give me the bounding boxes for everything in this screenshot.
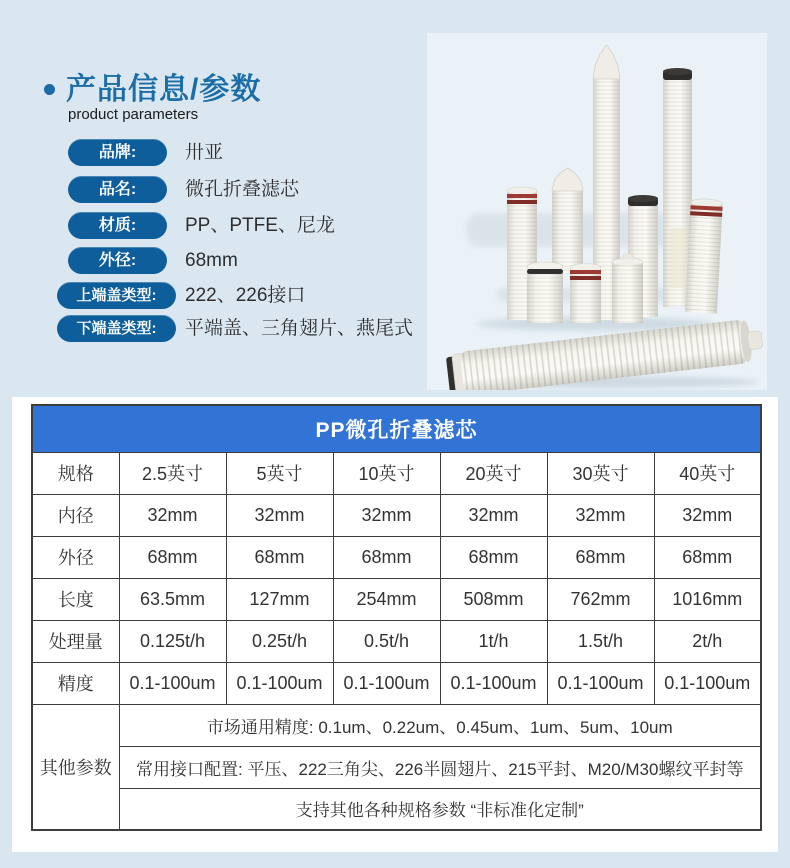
cell: 5英寸	[226, 452, 333, 494]
row-label: 规格	[32, 452, 119, 494]
param-value: 微孔折叠滤芯	[185, 179, 300, 200]
cell: 68mm	[226, 536, 333, 578]
row-label: 内径	[32, 494, 119, 536]
cell: 40英寸	[654, 452, 761, 494]
table-row-length	[32, 578, 761, 620]
cell: 0.1-100um	[333, 662, 440, 704]
cell: 508mm	[440, 578, 547, 620]
cell: 1.5t/h	[547, 620, 654, 662]
cell: 1t/h	[440, 620, 547, 662]
table-row-precision	[32, 662, 761, 704]
cell: 32mm	[226, 494, 333, 536]
cell: 32mm	[547, 494, 654, 536]
row-label: 外径	[32, 536, 119, 578]
cell: 762mm	[547, 578, 654, 620]
spec-panel	[12, 397, 778, 852]
table-row-inner-diameter	[32, 494, 761, 536]
param-label-pill: 上端盖类型:	[57, 282, 176, 309]
param-value: 卅亚	[185, 142, 224, 163]
cell: 68mm	[440, 536, 547, 578]
param-value: PP、PTFE、尼龙	[185, 215, 335, 236]
table-row-other-2	[32, 746, 761, 788]
cell: 32mm	[440, 494, 547, 536]
table-title: PP微孔折叠滤芯	[32, 405, 761, 452]
param-label-pill: 品牌:	[68, 139, 167, 166]
cell: 0.1-100um	[119, 662, 226, 704]
cell: 0.125t/h	[119, 620, 226, 662]
product-photo	[427, 33, 767, 390]
cell: 68mm	[654, 536, 761, 578]
product-info-section	[0, 0, 790, 397]
cell: 254mm	[333, 578, 440, 620]
cell: 68mm	[333, 536, 440, 578]
section-subtitle: product parameters	[68, 106, 199, 123]
cell-other-custom: 支持其他各种规格参数 “非标准化定制”	[119, 788, 761, 830]
cell: 10英寸	[333, 452, 440, 494]
cell: 0.1-100um	[226, 662, 333, 704]
cell: 32mm	[333, 494, 440, 536]
cell: 63.5mm	[119, 578, 226, 620]
filter-cartridges-illustration	[427, 33, 767, 390]
param-value: 222、226接口	[185, 285, 306, 306]
row-label-other: 其他参数	[32, 704, 119, 830]
cell-other-precision: 市场通用精度: 0.1um、0.22um、0.45um、1um、5um、10um	[119, 704, 761, 746]
param-row-product-name	[57, 176, 427, 204]
param-row-material	[57, 212, 427, 240]
cell: 20英寸	[440, 452, 547, 494]
table-row-other-1	[32, 704, 761, 746]
cell: 68mm	[119, 536, 226, 578]
bullet-icon	[44, 84, 55, 95]
cell: 0.1-100um	[440, 662, 547, 704]
table-row-outer-diameter	[32, 536, 761, 578]
cell: 68mm	[547, 536, 654, 578]
row-label: 精度	[32, 662, 119, 704]
cell: 2.5英寸	[119, 452, 226, 494]
param-label-pill: 材质:	[68, 212, 167, 239]
param-value: 平端盖、三角翅片、燕尾式	[185, 318, 414, 339]
cell: 0.5t/h	[333, 620, 440, 662]
param-row-brand	[57, 139, 427, 167]
param-row-bottom-cap-type	[57, 315, 427, 343]
cell: 1016mm	[654, 578, 761, 620]
param-row-top-cap-type	[57, 282, 427, 310]
table-row-throughput	[32, 620, 761, 662]
cell: 2t/h	[654, 620, 761, 662]
cell: 32mm	[119, 494, 226, 536]
cell: 127mm	[226, 578, 333, 620]
table-title-row	[32, 405, 761, 452]
cell: 30英寸	[547, 452, 654, 494]
cell: 0.1-100um	[547, 662, 654, 704]
row-label: 处理量	[32, 620, 119, 662]
section-title: 产品信息/参数	[66, 73, 262, 106]
row-label: 长度	[32, 578, 119, 620]
cell-other-interface: 常用接口配置: 平压、222三角尖、226半圆翅片、215平封、M20/M30螺纹平封等	[119, 746, 761, 788]
cartridge-group-front	[527, 254, 643, 323]
table-row-other-3	[32, 788, 761, 830]
param-label-pill: 下端盖类型:	[57, 315, 176, 342]
param-label-pill: 外径:	[68, 247, 167, 274]
param-label-pill: 品名:	[68, 176, 167, 203]
spec-table	[31, 404, 762, 831]
cell: 32mm	[654, 494, 761, 536]
param-list	[57, 139, 427, 369]
param-row-outer-diameter	[57, 247, 427, 275]
cell: 0.1-100um	[654, 662, 761, 704]
param-value: 68mm	[185, 250, 238, 271]
cell: 0.25t/h	[226, 620, 333, 662]
table-row-spec	[32, 452, 761, 494]
